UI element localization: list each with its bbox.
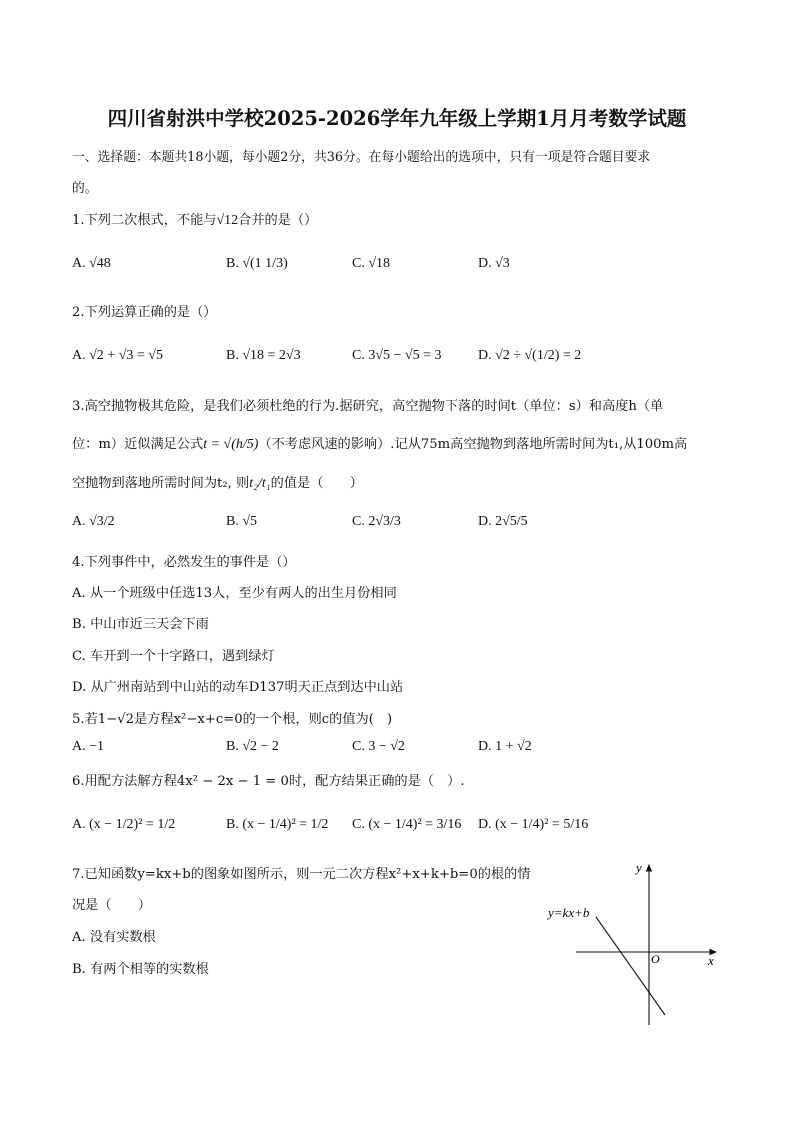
q3-option-d: D. 2√5/5 (478, 514, 528, 529)
q5-option-c: C. 3 − √2 (352, 739, 405, 754)
q7-option-a: A. 没有实数根 (72, 930, 156, 945)
q2-option-b: B. √18 = 2√3 (226, 348, 301, 363)
question-7-line2: 况是（ ） (72, 898, 152, 913)
x-axis-label: x (708, 953, 714, 968)
q5-option-a: A. −1 (72, 739, 105, 754)
function-line (596, 917, 665, 1015)
section-heading-line1: 一、选择题：本题共18小题，每小题2分，共36分。在每小题给出的选项中，只有一项是符合题目要求 (72, 150, 651, 165)
q3-line3-b: 的值是（ ） (270, 476, 363, 491)
q4-option-d: D. 从广州南站到中山站的动车D137明天正点到达中山站 (72, 680, 404, 695)
y-axis-label: y (636, 860, 642, 875)
q1-option-c: C. √18 (352, 256, 391, 271)
q1-option-d: D. √3 (478, 256, 510, 271)
question-3-line1: 3.高空抛物极其危险，是我们必须杜绝的行为.据研究，高空抛物下落的时间t（单位：s）和高度h（单 (72, 399, 664, 414)
q6-option-c: C. (x − 1/4)² = 3/16 (352, 817, 462, 832)
q1-option-b: B. √(1 1/3) (226, 256, 288, 271)
q5-option-b: B. √2 − 2 (226, 739, 279, 754)
q3-option-a: A. √3/2 (72, 514, 115, 529)
q7-option-b: B. 有两个相等的实数根 (72, 962, 209, 977)
q6-option-a: A. (x − 1/2)² = 1/2 (72, 817, 176, 832)
question-3-line2 (72, 433, 687, 453)
question-3-line3 (72, 472, 363, 492)
q2-option-d: D. √2 ÷ √(1/2) = 2 (478, 348, 582, 363)
question-2: 2.下列运算正确的是（） (72, 305, 217, 320)
q1-stem-a: 1.下列二次根式，不能与 (72, 213, 217, 228)
q2-option-a: A. √2 + √3 = √5 (72, 348, 163, 363)
q4-option-a: A. 从一个班级中任选13人，至少有两人的出生月份相同 (72, 586, 397, 601)
q3-line2-a: 位：m）近似满足公式 (72, 437, 204, 452)
question-7-line1: 7.已知函数y=kx+b的图象如图所示，则一元二次方程x²+x+k+b=0的根的情 (72, 867, 531, 882)
q3-ratio: t₂/t₁ (249, 476, 271, 491)
q2-option-c: C. 3√5 − √5 = 3 (352, 348, 442, 363)
question-1 (72, 209, 317, 229)
q6-option-b: B. (x − 1/4)² = 1/2 (226, 817, 329, 832)
section-heading-line2: 的。 (72, 181, 98, 196)
q4-option-c: C. 车开到一个十字路口，遇到绿灯 (72, 649, 275, 664)
q3-line3-a: 空抛物到落地所需时间为t₂, 则 (72, 476, 250, 491)
question-4: 4.下列事件中，必然发生的事件是（） (72, 555, 296, 570)
origin-label: O (651, 952, 660, 966)
q7-linear-function-graph (538, 855, 728, 1030)
q3-option-b: B. √5 (226, 514, 258, 529)
q3-formula: t = √(h/5) (203, 437, 259, 452)
page-title: 四川省射洪中学校2025-2026学年九年级上学期1月月考数学试题 (107, 107, 687, 130)
q1-stem-math: √12 (216, 213, 239, 228)
q3-line2-b: （不考虑风速的影响）.记从75m高空抛物到落地所需时间为t₁,从100m高 (258, 437, 688, 452)
q1-stem-b: 合并的是（） (238, 213, 318, 228)
q1-option-a: A. √48 (72, 256, 111, 271)
q5-option-d: D. 1 + √2 (478, 739, 532, 754)
q3-option-c: C. 2√3/3 (352, 514, 401, 529)
question-5: 5.若1−√2是方程x²−x+c=0的一个根，则c的值为( ) (72, 712, 393, 727)
q4-option-b: B. 中山市近三天会下雨 (72, 617, 209, 632)
q6-option-d: D. (x − 1/4)² = 5/16 (478, 817, 589, 832)
question-6: 6.用配方法解方程4x² − 2x − 1 = 0时，配方结果正确的是（ ）. (72, 774, 465, 789)
line-label: y=kx+b (548, 905, 590, 920)
